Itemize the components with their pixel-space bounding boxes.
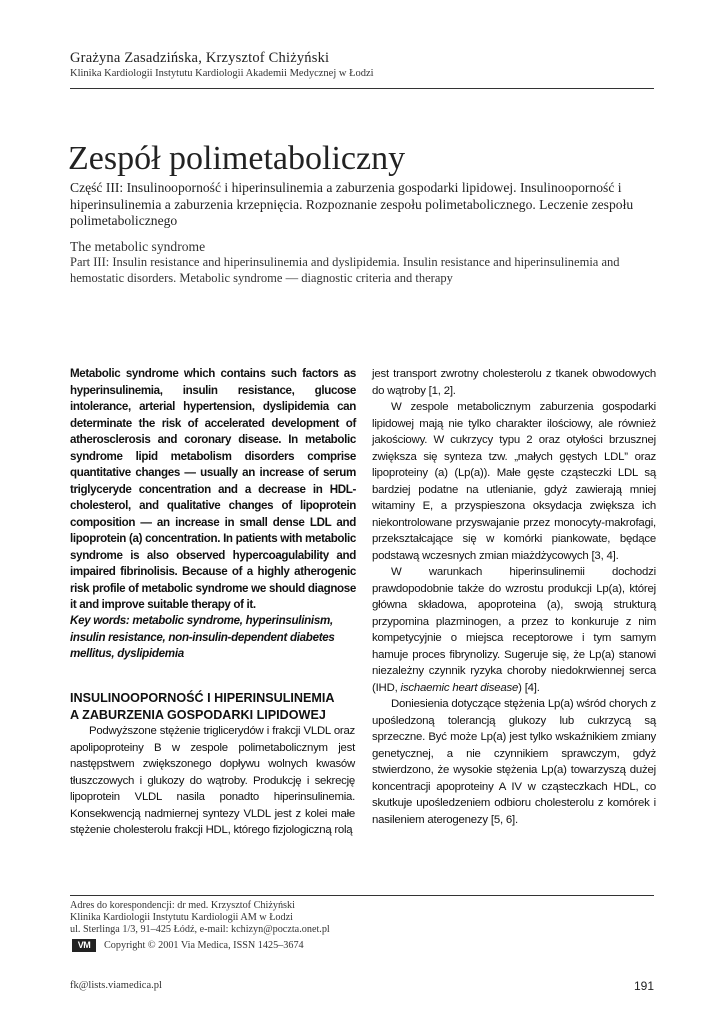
via-medica-logo-icon: VM [72, 939, 96, 952]
footer-email-link[interactable]: fk@lists.viamedica.pl [70, 980, 162, 991]
paragraph: W zespole metabolicznym zaburzenia gospodarki lipidowej mają nie tylko charakter ilościowy, ale również jakościowy. W cukrzycy typu 2 oraz otyłości brzusznej zwiększa się synteza tzw. „małych gęstych LDL” oraz lipoproteiny (a) (Lp(a)). Małe gęste cząsteczki LDL są bardziej podatne na utlenianie, gdyż zawierają mniej witaminy E, a przyspieszona oksydacja zwiększa ich niekontrolowane przyswajanie przez monocyty-makrofagi, przekształcające się w komórki piankowate, będące podstawą wczesnych zmian miażdżycowych [3, 4]. [372, 401, 656, 562]
footer-divider [70, 895, 654, 896]
article-title: Zespół polimetaboliczny [68, 140, 406, 177]
subtitle-english: Part III: Insulin resistance and hiperinsulinemia and dyslipidemia. Insulin resistance and hiperinsulinemia and hemostatic disorders. Metabolic syndrome — diagnostic criteria and therapy [70, 255, 620, 285]
paragraph-italic-term: ischaemic heart disease [400, 681, 519, 694]
subtitle-polish: Część III: Insulinooporność i hiperinsulinemia a zaburzenia gospodarki lipidowej. Insulinooporność i hiperinsulinemia a zaburzenia krzepnięcia. Rozpoznanie zespołu polimetabolicznego. Leczenie zespołu polimetabolicznego [70, 180, 634, 228]
correspondence-line: ul. Sterlinga 1/3, 91–425 Łódź, e-mail: kchizyn@poczta.onet.pl [70, 924, 330, 935]
paragraph-text: ) [4]. [518, 681, 540, 694]
authors: Grażyna Zasadzińska, Krzysztof Chiżyński [70, 50, 330, 66]
paragraph-text: W warunkach hiperinsulinemii dochodzi prawdopodobnie także do wzrostu produkcji Lp(a), której główna składowa, apoproteina (a), swoją strukturą przypomina plazminogen, a przez to konkuruje z nim kompetycyjnie o miejsca receptorowe i tym samym hamuje proces fibrynolizy. Sugeruje się, że Lp(a) stanowi niezależny czynnik ryzyka choroby niedokrwiennej serca (IHD, [372, 566, 656, 694]
abstract: Metabolic syndrome which contains such factors as hyperinsulinemia, insulin resistance, glucose intolerance, arterial hypertension, dyslipidemia can determinate the risk of accelerated development of atherosclerosis and coronary disease. In metabolic syndrome lipid metabolism disorders comprise quantitative changes — usually an increase of serum triglyceryde concentration and a decrease in HDL-cholesterol, and qualitative changes of lipoprotein composition — an increase in small dense LDL and lipoprotein (a) concentration. In patients with metabolic syndrome is also observed hypercoagulability and impaired fibrinolisis. Because of a highly atherogenic risk profile of metabolic syndrome we should diagnose it and improve suitable therapy of it. [70, 367, 356, 611]
paragraph: Doniesienia dotyczące stężenia Lp(a) wśród chorych z upośledzoną tolerancją glukozy lub cukrzycą są sprzeczne. Być może Lp(a) jest tylko wskaźnikiem zmiany genetycznej, a nie czynnikiem sprawczym, gdyż stwierdzono, że wysokie stężenia Lp(a) towarzyszą dużej koncentracji apoproteiny A IV w cząsteczkach HDL, co skutkuje upośledzeniem odbioru cholesterolu z komórek i nasileniem aterogenezy [5, 6]. [372, 698, 656, 826]
keywords: Key words: metabolic syndrome, hyperinsulinism, insulin resistance, non-insulin-dependent diabetes mellitus, dyslipidemia [70, 614, 335, 660]
correspondence-line: Adres do korespondencji: dr med. Krzysztof Chiżyński [70, 900, 295, 911]
page-number: 191 [634, 979, 655, 993]
affiliation: Klinika Kardiologii Instytutu Kardiologii Akademii Medycznej w Łodzi [70, 68, 374, 79]
correspondence-address [70, 900, 470, 936]
correspondence-line: Klinika Kardiologii Instytutu Kardiologii AM w Łodzi [70, 912, 293, 923]
section-heading [70, 690, 360, 723]
copyright: Copyright © 2001 Via Medica, ISSN 1425–3674 [104, 940, 304, 951]
paragraph: Podwyższone stężenie triglicerydów i frakcji VLDL oraz apolipoproteiny B w zespole polimetabolicznym jest następstwem zwiększonego dopływu wolnych kwasów tłuszczowych i glukozy do wątroby. Produkcję i sekrecję lipoprotein VLDL nasila ponadto hiperinsulinemia. Konsekwencją nadmiernej syntezy VLDL jest z kolei małe stężenie cholesterolu frakcji HDL, którego fizjologiczną rolą [70, 725, 355, 836]
body-column-left [70, 723, 355, 839]
title-english: The metabolic syndrome [70, 239, 206, 254]
paragraph: jest transport zwrotny cholesterolu z tkanek obwodowych do wątroby [1, 2]. [372, 368, 656, 397]
section-heading-line-2: A ZABURZENIA GOSPODARKI LIPIDOWEJ [70, 707, 326, 722]
paragraph [372, 564, 656, 696]
body-column-right [372, 366, 656, 828]
header-divider [70, 88, 654, 89]
section-heading-line-1: INSULINOOPORNOŚĆ I HIPERINSULINEMIA [70, 691, 335, 705]
